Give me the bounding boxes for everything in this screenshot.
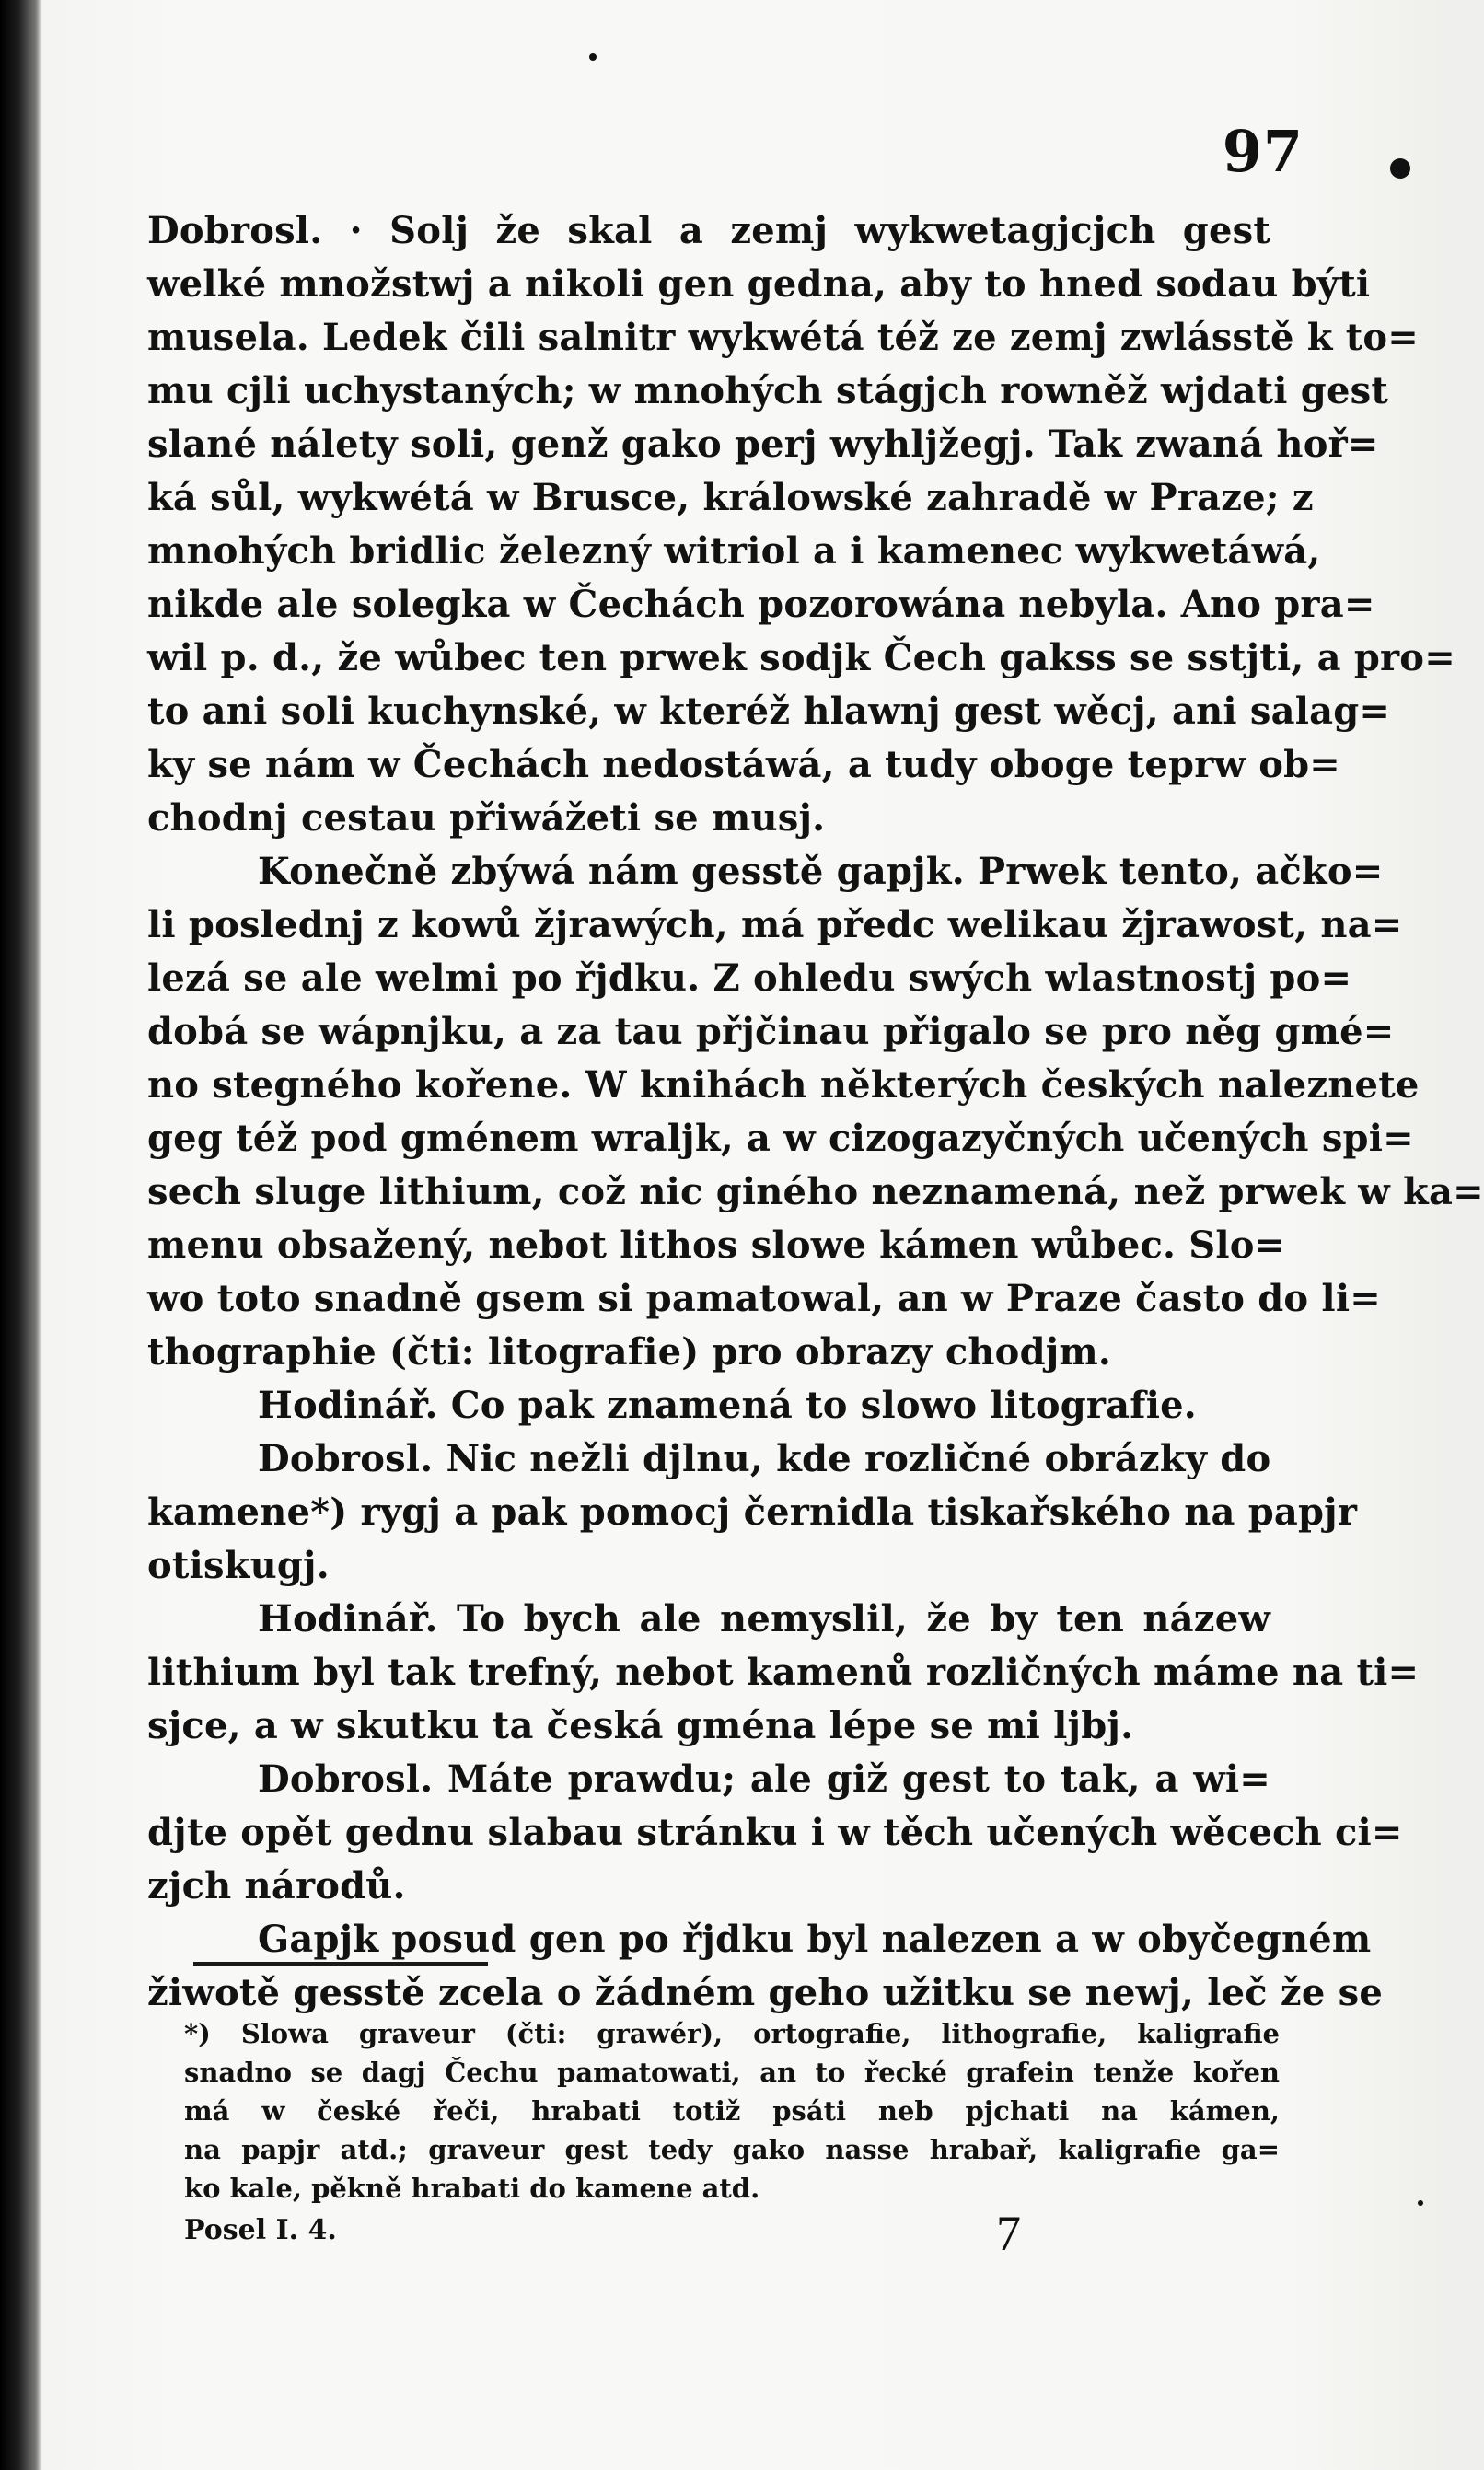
text-line: Dobrosl. Nic nežli djlnu, kde rozličné obrázky do xyxy=(258,1437,1271,1480)
text-line: Gapjk posud gen po řjdku byl nalezen a w obyčegném xyxy=(258,1918,1372,1961)
footnote-line: snadno se dagj Čechu pamatowati, an to řecké grafein tenže kořen xyxy=(184,2057,1280,2088)
text-line: Dobrosl. · Solj že skal a zemj wykwetagjcjch gest xyxy=(147,209,1270,252)
text-line: žiwotě gesstě zcela o žádném geho užitku se newj, leč že se xyxy=(147,1971,1383,2014)
footnote-line: na papjr atd.; graveur gest tedy gako nasse hrabař, kaligrafie ga= xyxy=(184,2134,1280,2165)
text-line: to ani soli kuchynské, w kteréž hlawnj gest wěcj, ani salag= xyxy=(147,690,1391,733)
text-line: Konečně zbýwá nám gesstě gapjk. Prwek tento, ačko= xyxy=(258,850,1384,893)
text-line: ky se nám w Čechách nedostáwá, a tudy oboge teprw ob= xyxy=(147,743,1340,786)
ink-speck xyxy=(1418,2200,1423,2206)
body-text xyxy=(147,204,1484,2020)
footnote-line: ko kale, pěkně hrabati do kamene atd. xyxy=(184,2173,760,2204)
text-line: Hodinář. Co pak znamená to slowo litografie. xyxy=(258,1384,1197,1427)
text-line: thographie (čti: litografie) pro obrazy chodjm. xyxy=(147,1330,1112,1374)
ink-speck xyxy=(589,53,597,61)
text-line: sech sluge lithium, což nic giného neznamená, než prwek w ka= xyxy=(147,1170,1484,1213)
text-line: djte opět gednu slabau stránku i w těch učených wěcech ci= xyxy=(147,1811,1403,1854)
text-line: zjch národů. xyxy=(147,1864,406,1908)
text-line: kamene*) rygj a pak pomocj černidla tiskařského na papjr xyxy=(147,1490,1358,1534)
text-line: wo toto snadně gsem si pamatowal, an w Praze často do li= xyxy=(147,1277,1381,1320)
text-line: no stegného kořene. W knihách některých českých naleznete xyxy=(147,1063,1420,1107)
ink-speck xyxy=(1390,158,1410,179)
text-line: Hodinář. To bych ale nemyslil, že by ten názew xyxy=(258,1597,1270,1641)
text-line: wil p. d., že wůbec ten prwek sodjk Čech gakss se sstjti, a pro= xyxy=(147,636,1455,679)
text-line: lezá se ale welmi po řjdku. Z ohledu swých wlastnostj po= xyxy=(147,957,1352,1000)
text-line: musela. Ledek čili salnitr wykwétá též ze zemj zwlásstě k to= xyxy=(147,316,1420,359)
text-line: nikde ale solegka w Čechách pozorowána nebyla. Ano pra= xyxy=(147,583,1375,626)
text-line: welké množstwj a nikoli gen gedna, aby to hned sodau býti xyxy=(147,262,1371,306)
text-line: geg též pod gménem wraljk, a w cizogazyčných učených spi= xyxy=(147,1117,1414,1160)
footnote-line: *) Slowa graveur (čti: grawér), ortografie, lithografie, kaligrafie xyxy=(184,2018,1280,2049)
text-line: chodnj cestau přiwážeti se musj. xyxy=(147,796,826,840)
page-edge-shadow xyxy=(0,0,41,2470)
text-line: otiskugj. xyxy=(147,1544,330,1587)
footnote-line: má w české řeči, hrabati totiž psáti neb pjchati na kámen, xyxy=(184,2095,1280,2127)
text-line: Dobrosl. Máte prawdu; ale giž gest to tak, a wi= xyxy=(258,1757,1270,1801)
text-line: lithium byl tak trefný, nebot kamenů rozličných máme na ti= xyxy=(147,1651,1420,1694)
text-line: slané nálety soli, genž gako perj wyhljžegj. Tak zwaná hoř= xyxy=(147,423,1379,466)
text-line: menu obsažený, nebot lithos slowe kámen wůbec. Slo= xyxy=(147,1223,1286,1267)
footnote xyxy=(184,2014,1280,2208)
text-line: mnohých bridlic železný witriol a i kamenec wykwetáwá, xyxy=(147,529,1321,573)
text-line: mu cjli uchystaných; w mnohých stágjch rowněž wjdati gest xyxy=(147,369,1389,412)
signature-number: 7 xyxy=(996,2206,1021,2261)
page-number: 97 xyxy=(1222,118,1304,185)
footnote-divider xyxy=(193,1962,488,1966)
text-line: ká sůl, wykwétá w Brusce, králowské zahradě w Praze; z xyxy=(147,476,1314,519)
text-line: dobá se wápnjku, a za tau přjčinau přigalo se pro něg gmé= xyxy=(147,1010,1395,1053)
text-line: li poslednj z kowů žjrawých, má předc welikau žjrawost, na= xyxy=(147,903,1403,946)
text-line: sjce, a w skutku ta česká gména lépe se mi ljbj. xyxy=(147,1704,1134,1747)
signature-mark: Posel I. 4. xyxy=(184,2214,337,2246)
